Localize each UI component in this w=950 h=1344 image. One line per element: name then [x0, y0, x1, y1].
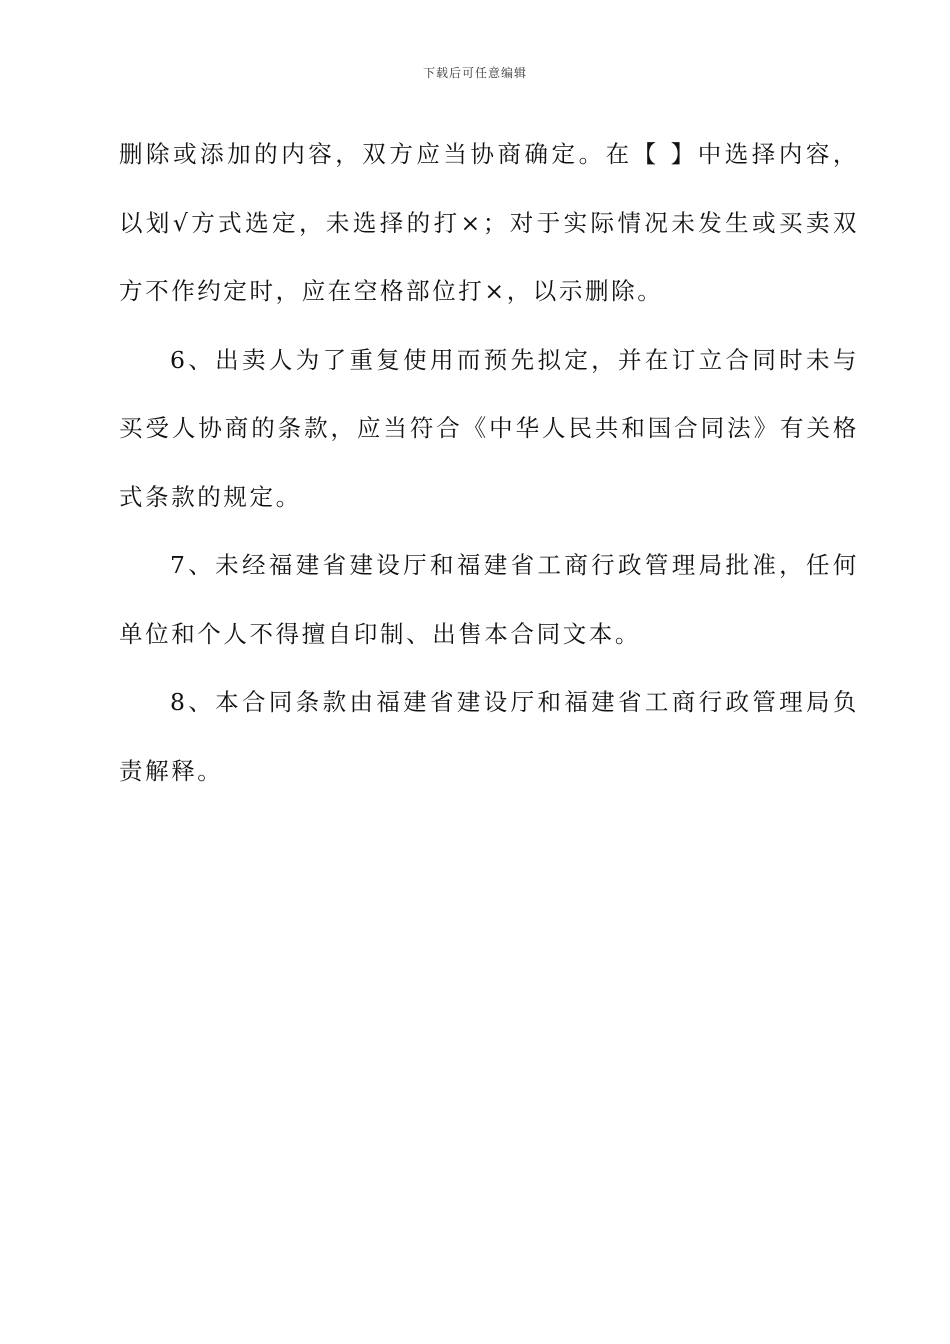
- paragraph-clause-6: 6、出卖人为了重复使用而预先拟定，并在订立合同时未与买受人协商的条款，应当符合《中华人民共和国合同法》有关格式条款的规定。: [119, 345, 859, 511]
- page-header-note: 下载后可任意编辑: [422, 66, 527, 80]
- document-body: [119, 120, 859, 805]
- paragraph-continuation: 删除或添加的内容，双方应当协商确定。在【 】中选择内容，以划√方式选定，未选择的打×；对于实际情况未发生或买卖双方不作约定时，应在空格部位打×，以示删除。: [119, 140, 859, 305]
- paragraph-clause-8: 8、本合同条款由福建省建设厅和福建省工商行政管理局负责解释。: [119, 688, 859, 785]
- paragraph-clause-7: 7、未经福建省建设厅和福建省工商行政管理局批准，任何单位和个人不得擅自印制、出售本合同文本。: [119, 551, 859, 648]
